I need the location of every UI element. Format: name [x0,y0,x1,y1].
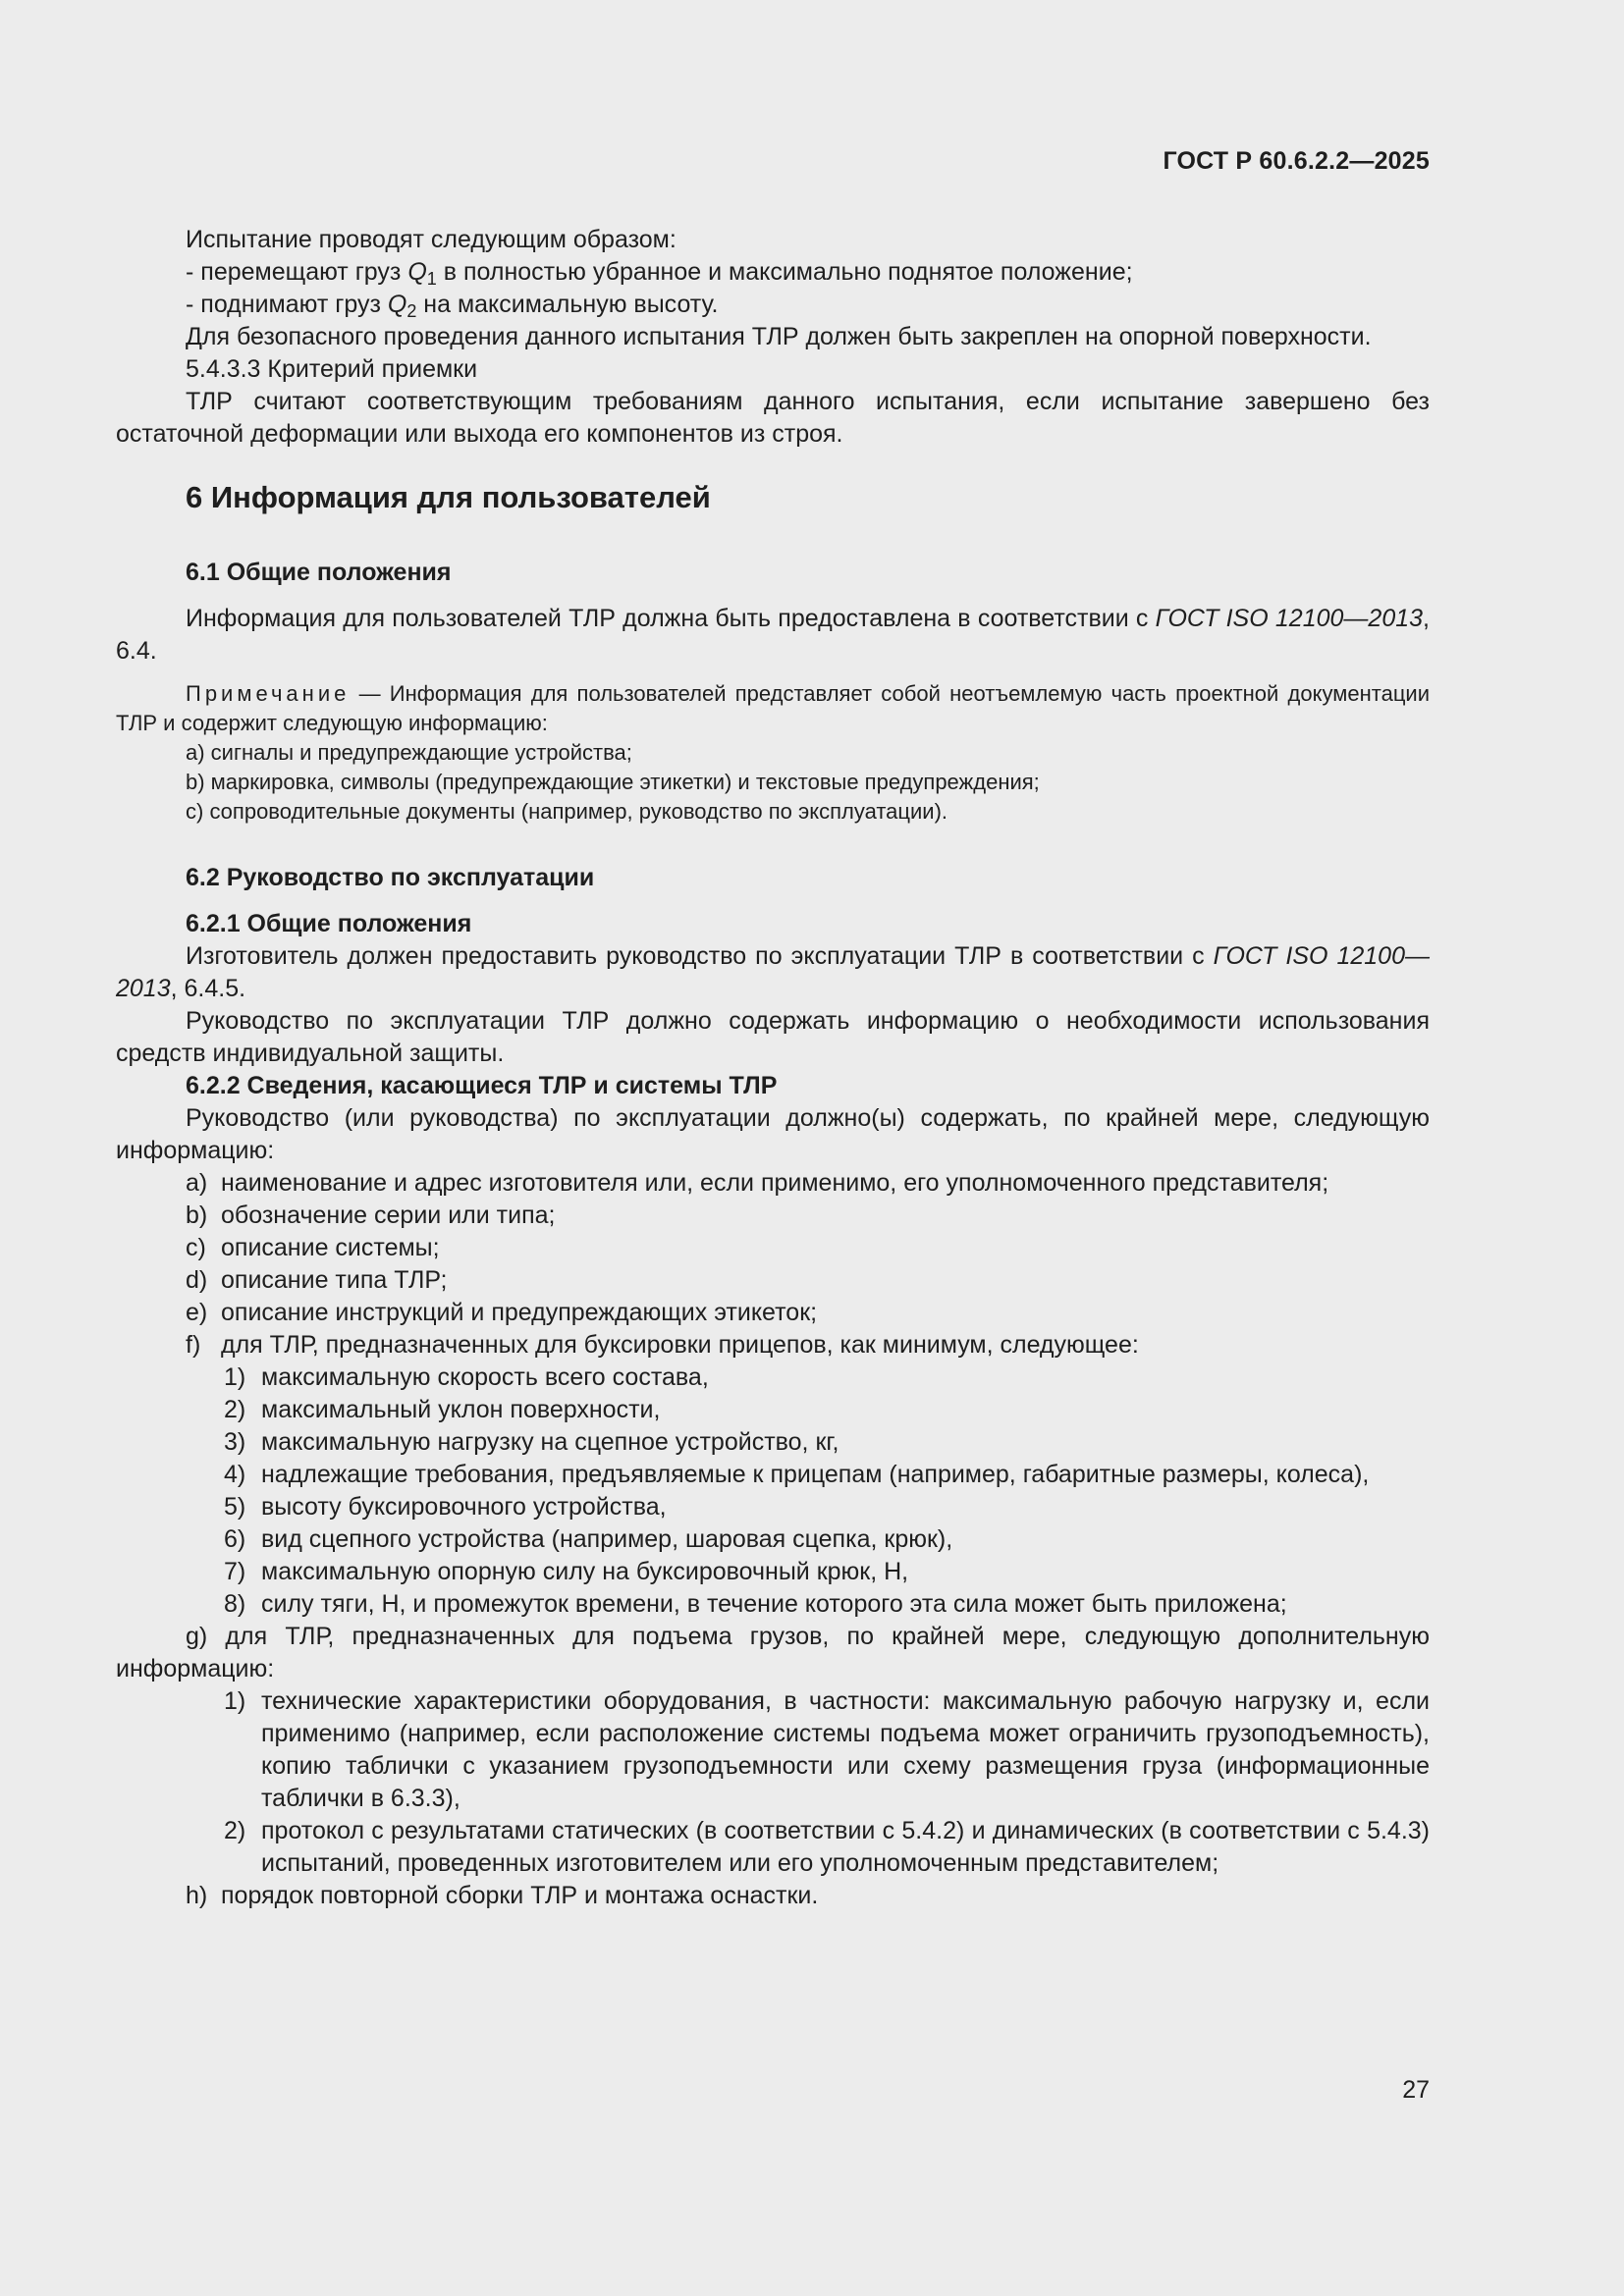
test-step-2: - поднимают груз $Q_2$ на максимальную высоту. [186,291,719,321]
list-item-e: e) описание инструкций и предупреждающих этикеток; [186,1299,818,1326]
list-item-f: f) для ТЛР, предназначенных для буксировки прицепов, как минимум, следующее: [186,1331,1139,1359]
standard-code: ГОСТ Р 60.6.2.2—2025 [1163,147,1430,175]
acceptance-criterion-text: ТЛР считают соответствующим требованиям данного испытания, если испытание завершено без остаточной деформации или выхода его компонентов из строя. [116,388,1430,448]
note-item: a) сигналы и предупреждающие устройства; [186,740,632,765]
list-item-f-6: 6) вид сцепного устройства (например, шаровая сцепка, крюк), [224,1525,953,1553]
page-content [116,224,1430,1912]
test-step-1: - перемещают груз $Q_1$ в полностью убранное и максимально поднятое положение; [186,258,1133,289]
page-number: 27 [1402,2076,1430,2104]
list-item-g: g) для ТЛР, предназначенных для подъема грузов, по крайней мере, следующую дополнительную информацию: [116,1623,1430,1682]
safety-paragraph: Для безопасного проведения данного испытания ТЛР должен быть закреплен на опорной поверхности. [186,323,1372,350]
section-6-2-1-paragraph-1: Изготовитель должен предоставить руководство по эксплуатации ТЛР в соответствии с ГОСТ ISO 12100—2013, 6.4.5. [116,942,1430,1002]
note-block [116,679,1430,827]
section-6-2-title: 6.2 Руководство по эксплуатации [186,864,595,891]
section-6-2-1-paragraph-2: Руководство по эксплуатации ТЛР должно содержать информацию о необходимости использования средств индивидуальной защиты. [116,1007,1430,1067]
list-item-f-3: 3) максимальную нагрузку на сцепное устройство, кг, [224,1428,839,1456]
test-intro: Испытание проводят следующим образом: [186,226,677,253]
list-item-g-2: 2) протокол с результатами статических (в соответствии с 5.4.2) и динамических (в соответствии с 5.4.3) испытаний, проведенных изготовителем или его уполномоченным представителем; [224,1817,1430,1877]
list-item-h: h) порядок повторной сборки ТЛР и монтажа оснастки. [186,1882,819,1909]
section-6-2-1-title: 6.2.1 Общие положения [186,910,472,937]
list-item-f-5: 5) высоту буксировочного устройства, [224,1493,667,1521]
note-lead: Примечание — Информация для пользователей представляет собой неотъемлемую часть проектной документации ТЛР и содержит следующую информацию: [116,681,1430,735]
note-label: Примечание [186,681,351,706]
section-6-2-2-title: 6.2.2 Сведения, касающиеся ТЛР и системы ТЛР [186,1072,778,1099]
list-item-f-1: 1) максимальную скорость всего состава, [224,1363,709,1391]
list-item-f-8: 8) силу тяги, Н, и промежуток времени, в течение которого эта сила может быть приложена; [224,1590,1287,1618]
section-6-1-title: 6.1 Общие положения [186,559,452,586]
list-item-c: c) описание системы; [186,1234,440,1261]
list-item-g-1: 1) технические характеристики оборудования, в частности: максимальную рабочую нагрузку и, если применимо (например, если расположение системы подъема может ограничить грузоподъемность), копию таблички с указанием грузоподъемности или схему размещения груза (информационные таблички в 6.3.3), [224,1687,1430,1812]
note-item: c) сопроводительные документы (например, руководство по эксплуатации). [186,799,948,824]
acceptance-criterion-title: 5.4.3.3 Критерий приемки [186,355,478,383]
section-6-2-2-intro: Руководство (или руководства) по эксплуатации должно(ы) содержать, по крайней мере, следующую информацию: [116,1104,1430,1164]
list-item-b: b) обозначение серии или типа; [186,1201,556,1229]
list-item-a: a) наименование и адрес изготовителя или, если применимо, его уполномоченного представителя; [186,1169,1329,1197]
list-item-f-4: 4) надлежащие требования, предъявляемые к прицепам (например, габаритные размеры, колеса), [224,1461,1370,1488]
list-item-f-2: 2) максимальный уклон поверхности, [224,1396,661,1423]
list-item-d: d) описание типа ТЛР; [186,1266,448,1294]
list-item-f-7: 7) максимальную опорную силу на буксировочный крюк, Н, [224,1558,909,1585]
section-6-title: 6 Информация для пользователей [186,480,711,514]
section-6-1-paragraph: Информация для пользователей ТЛР должна быть предоставлена в соответствии с ГОСТ ISO 12100—2013, 6.4. [116,605,1430,665]
note-item: b) маркировка, символы (предупреждающие этикетки) и текстовые предупреждения; [186,770,1040,794]
